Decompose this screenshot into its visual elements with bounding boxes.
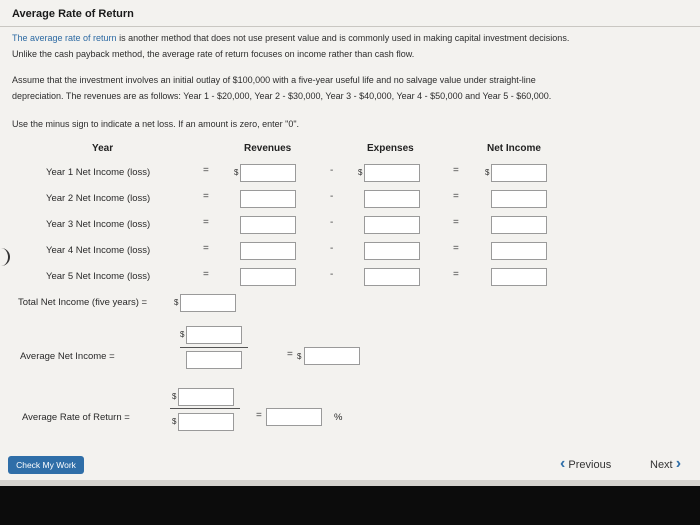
avg-rate-denominator-input[interactable] — [178, 413, 234, 431]
dollar-sign: $ — [180, 330, 185, 339]
row-label-year5: Year 5 Net Income (loss) — [46, 271, 151, 282]
title-divider — [0, 26, 700, 27]
minus-sign: - — [330, 191, 334, 202]
intro-line-2: Unlike the cash payback method, the average rate of return focuses on income rather than cash flow. — [12, 49, 415, 59]
header-year: Year — [92, 143, 114, 154]
net-income-input-year1[interactable] — [491, 164, 547, 182]
equals-sign: = — [256, 410, 262, 421]
expense-input-year1[interactable] — [364, 164, 420, 182]
next-label: Next — [650, 459, 673, 471]
equals-sign: = — [453, 165, 459, 176]
header-net-income: Net Income — [487, 143, 541, 154]
revenue-input-year2[interactable] — [240, 190, 296, 208]
equals-sign: = — [453, 191, 459, 202]
revenue-input-year1[interactable] — [240, 164, 296, 182]
header-revenues: Revenues — [244, 143, 292, 154]
avg-net-income-denominator-input[interactable] — [186, 351, 242, 369]
expense-input-year3[interactable] — [364, 216, 420, 234]
equals-sign: = — [203, 165, 209, 176]
dollar-sign: $ — [172, 392, 177, 401]
net-income-input-year3[interactable] — [491, 216, 547, 234]
dollar-sign: $ — [297, 352, 302, 361]
assume-line-1: Assume that the investment involves an initial outlay of $100,000 with a five-year useful life and no salvage value under straight-line — [12, 75, 536, 85]
net-income-input-year4[interactable] — [491, 242, 547, 260]
previous-label: Previous — [568, 459, 612, 471]
expense-input-year5[interactable] — [364, 268, 420, 286]
dollar-sign: $ — [172, 417, 177, 426]
row-label-year1: Year 1 Net Income (loss) — [46, 167, 151, 178]
dollar-sign: $ — [174, 298, 179, 307]
avg-net-income-numerator-input[interactable] — [186, 326, 242, 344]
page-title: Average Rate of Return — [12, 8, 134, 20]
next-button[interactable] — [650, 455, 681, 473]
avg-net-income-result-input[interactable] — [304, 347, 360, 365]
equals-sign: = — [203, 217, 209, 228]
net-income-input-year5[interactable] — [491, 268, 547, 286]
fraction-bar — [180, 347, 248, 348]
row-label-year2: Year 2 Net Income (loss) — [46, 193, 151, 204]
row-label-year4: Year 4 Net Income (loss) — [46, 245, 151, 256]
equals-sign: = — [203, 243, 209, 254]
net-income-input-year2[interactable] — [491, 190, 547, 208]
assume-line-2: depreciation. The revenues are as follows: Year 1 - $20,000, Year 2 - $30,000, Year 3 - $40,000, Year 4 - $50,000 and Year 5 - $60,000. — [12, 91, 552, 101]
dollar-sign: $ — [234, 168, 239, 177]
revenue-input-year4[interactable] — [240, 242, 296, 260]
dollar-sign: $ — [485, 168, 490, 177]
avg-rate-label: Average Rate of Return = — [22, 412, 130, 423]
minus-sign: - — [330, 243, 334, 254]
fraction-bar — [170, 408, 240, 409]
avg-rate-numerator-input[interactable] — [178, 388, 234, 406]
equals-sign: = — [287, 349, 293, 360]
total-net-income-label: Total Net Income (five years) = — [18, 297, 148, 308]
revenue-input-year5[interactable] — [240, 268, 296, 286]
total-net-income-input[interactable] — [180, 294, 236, 312]
minus-sign: - — [330, 217, 334, 228]
expense-input-year4[interactable] — [364, 242, 420, 260]
equals-sign: = — [453, 269, 459, 280]
equals-sign: = — [203, 269, 209, 280]
row-label-year3: Year 3 Net Income (loss) — [46, 219, 151, 230]
equals-sign: = — [453, 243, 459, 254]
minus-sign: - — [330, 165, 334, 176]
left-edge-tab — [0, 248, 10, 266]
chevron-right-icon: › — [675, 455, 682, 472]
intro-text: is another method that does not use present value and is commonly used in making capital investment decisions. — [116, 33, 570, 43]
bottom-bar — [0, 486, 700, 525]
term-highlight: The average rate of return — [12, 33, 117, 43]
header-expenses: Expenses — [367, 143, 414, 154]
equals-sign: = — [203, 191, 209, 202]
expense-input-year2[interactable] — [364, 190, 420, 208]
avg-net-income-label: Average Net Income = — [20, 351, 115, 362]
previous-button[interactable] — [560, 455, 611, 473]
avg-rate-result-input[interactable] — [266, 408, 322, 426]
check-my-work-button[interactable]: Check My Work — [8, 456, 84, 474]
revenue-input-year3[interactable] — [240, 216, 296, 234]
dollar-sign: $ — [358, 168, 363, 177]
minus-sign: - — [330, 269, 334, 280]
intro-line-1 — [12, 30, 569, 46]
instruction-text: Use the minus sign to indicate a net loss. If an amount is zero, enter "0". — [12, 119, 300, 129]
chevron-left-icon: ‹ — [560, 455, 566, 472]
equals-sign: = — [453, 217, 459, 228]
percent-sign: % — [334, 412, 343, 423]
